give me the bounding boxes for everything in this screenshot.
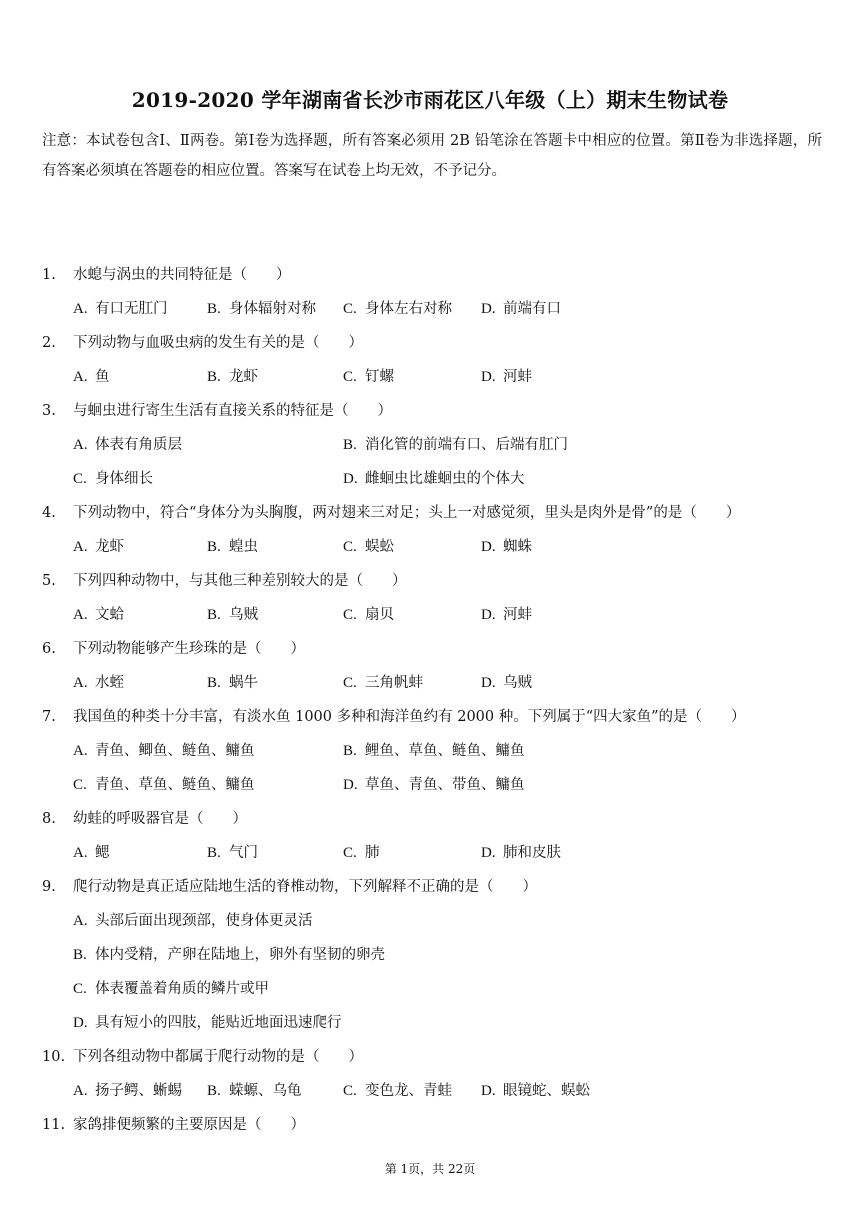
option-letter: A. — [73, 607, 88, 623]
option — [343, 462, 525, 496]
options-row — [0, 938, 860, 972]
option-text: 龙虾 — [229, 369, 258, 385]
option-text: 扇贝 — [365, 607, 394, 623]
option — [207, 666, 258, 700]
question-stem: 水螅与涡虫的共同特征是（ ） — [73, 267, 291, 283]
question-number: 8. — [42, 811, 56, 827]
option-letter: D. — [73, 1015, 88, 1031]
option-letter: D. — [481, 607, 496, 623]
options-row — [0, 292, 860, 326]
options-row — [0, 836, 860, 870]
option — [73, 292, 168, 326]
option-text: 三角帆蚌 — [365, 675, 423, 691]
option-text: 钉螺 — [365, 369, 394, 385]
option-letter: A. — [73, 539, 88, 555]
option-letter: C. — [343, 301, 357, 317]
question-list — [0, 258, 860, 1142]
option-letter: C. — [73, 471, 87, 487]
option-letter: C. — [73, 981, 87, 997]
option — [207, 836, 258, 870]
option — [481, 1074, 590, 1108]
option — [73, 938, 385, 972]
option — [73, 428, 182, 462]
option — [73, 768, 255, 802]
option-letter: D. — [481, 675, 496, 691]
page-footer: 第 1页，共 22页 — [384, 1162, 476, 1176]
option-text: 前端有口 — [503, 301, 561, 317]
question-number: 5. — [42, 573, 56, 589]
options-row — [0, 904, 860, 938]
option-text: 乌贼 — [229, 607, 258, 623]
options-row — [0, 1074, 860, 1108]
option-text: 体内受精，产卵在陆地上，卵外有坚韧的卵壳 — [95, 947, 385, 963]
option — [343, 598, 394, 632]
option — [73, 1074, 182, 1108]
question-stem: 下列动物与血吸虫病的发生有关的是（ ） — [73, 335, 363, 351]
option — [481, 530, 532, 564]
options-row — [0, 1006, 860, 1040]
option-text: 身体细长 — [95, 471, 153, 487]
option — [207, 360, 258, 394]
option — [73, 836, 110, 870]
option — [481, 836, 561, 870]
option — [73, 360, 110, 394]
option — [343, 292, 452, 326]
option-letter: A. — [73, 675, 88, 691]
option — [73, 904, 313, 938]
option-letter: D. — [481, 539, 496, 555]
option-letter: D. — [481, 301, 496, 317]
option-letter: C. — [343, 675, 357, 691]
option-letter: D. — [481, 369, 496, 385]
question — [0, 632, 860, 666]
option — [207, 1074, 302, 1108]
question-stem: 下列四种动物中，与其他三种差别较大的是（ ） — [73, 573, 407, 589]
option-letter: C. — [343, 1083, 357, 1099]
option-letter: B. — [207, 607, 221, 623]
option-text: 头部后面出现颈部，使身体更灵活 — [95, 913, 313, 929]
option-text: 青鱼、鲫鱼、鲢鱼、鳙鱼 — [95, 743, 255, 759]
option — [343, 428, 568, 462]
option-text: 河蚌 — [503, 607, 532, 623]
option-text: 眼镜蛇、蜈蚣 — [503, 1083, 590, 1099]
option — [481, 292, 561, 326]
option-text: 蜗牛 — [229, 675, 258, 691]
option-text: 扬子鳄、蜥蜴 — [95, 1083, 182, 1099]
question-stem: 下列动物能够产生珍珠的是（ ） — [73, 641, 305, 657]
option-text: 具有短小的四肢，能贴近地面迅速爬行 — [95, 1015, 342, 1031]
option — [343, 530, 394, 564]
option — [73, 1006, 342, 1040]
question-stem: 家鸽排便频繁的主要原因是（ ） — [73, 1117, 305, 1133]
question-number: 10. — [42, 1049, 66, 1065]
option-text: 蝗虫 — [229, 539, 258, 555]
option-letter: B. — [207, 675, 221, 691]
option-letter: B. — [207, 1083, 221, 1099]
option-letter: D. — [343, 777, 358, 793]
option — [207, 598, 258, 632]
options-row — [0, 734, 860, 768]
question-number: 6. — [42, 641, 56, 657]
question — [0, 1040, 860, 1074]
option — [73, 666, 124, 700]
exam-notice: 注意：本试卷包含Ⅰ、Ⅱ两卷。第Ⅰ卷为选择题，所有答案必须用 2B 铅笔涂在答题卡中相应的位置。第Ⅱ卷为非选择题，所有答案必须填在答题卷的相应位置。答案写在试卷上均无效，不予记分。 — [42, 133, 822, 179]
option-text: 水蛭 — [95, 675, 124, 691]
option-text: 蝾螈、乌龟 — [229, 1083, 302, 1099]
option — [343, 768, 525, 802]
option-letter: D. — [481, 845, 496, 861]
options-row — [0, 360, 860, 394]
exam-title: 2019-2020 学年湖南省长沙市雨花区八年级（上）期末生物试卷 — [131, 88, 729, 112]
question-number: 4. — [42, 505, 56, 521]
question-number: 3. — [42, 403, 56, 419]
question — [0, 496, 860, 530]
option — [73, 972, 269, 1006]
option-text: 肺 — [365, 845, 380, 861]
question — [0, 394, 860, 428]
option — [343, 1074, 452, 1108]
option-letter: A. — [73, 913, 88, 929]
option-text: 变色龙、青蛙 — [365, 1083, 452, 1099]
question — [0, 564, 860, 598]
option-letter: C. — [343, 845, 357, 861]
option — [481, 666, 532, 700]
question-stem: 幼蛙的呼吸器官是（ ） — [73, 811, 247, 827]
option-text: 河蚌 — [503, 369, 532, 385]
option-letter: B. — [343, 743, 357, 759]
option-text: 体表覆盖着角质的鳞片或甲 — [95, 981, 269, 997]
option — [73, 530, 124, 564]
option-text: 身体左右对称 — [365, 301, 452, 317]
question-number: 7. — [42, 709, 56, 725]
option-letter: C. — [343, 369, 357, 385]
option — [207, 292, 316, 326]
option-text: 消化管的前端有口、后端有肛门 — [365, 437, 568, 453]
options-row — [0, 666, 860, 700]
option-letter: B. — [207, 369, 221, 385]
question-number: 9. — [42, 879, 56, 895]
option-letter: D. — [481, 1083, 496, 1099]
option-letter: B. — [343, 437, 357, 453]
option-letter: C. — [73, 777, 87, 793]
option-text: 体表有角质层 — [95, 437, 182, 453]
option-text: 蜈蚣 — [365, 539, 394, 555]
option-letter: A. — [73, 743, 88, 759]
option-letter: D. — [343, 471, 358, 487]
option-text: 肺和皮肤 — [503, 845, 561, 861]
option-text: 鲤鱼、草鱼、鲢鱼、鳙鱼 — [365, 743, 525, 759]
option-letter: A. — [73, 437, 88, 453]
option-letter: B. — [207, 301, 221, 317]
option-letter: C. — [343, 607, 357, 623]
option-text: 有口无肛门 — [95, 301, 168, 317]
option-text: 草鱼、青鱼、带鱼、鳙鱼 — [365, 777, 525, 793]
option-text: 身体辐射对称 — [229, 301, 316, 317]
option — [207, 530, 258, 564]
option — [73, 598, 124, 632]
option-text: 鱼 — [95, 369, 110, 385]
question — [0, 258, 860, 292]
question — [0, 326, 860, 360]
option — [343, 836, 380, 870]
question-stem: 与蛔虫进行寄生生活有直接关系的特征是（ ） — [73, 403, 392, 419]
question-stem: 下列各组动物中都属于爬行动物的是（ ） — [73, 1049, 363, 1065]
question-stem: 我国鱼的种类十分丰富，有淡水鱼 1000 多种和海洋鱼约有 2000 种。下列属于“四大家鱼”的是（ ） — [73, 709, 746, 725]
question — [0, 1108, 860, 1142]
option-text: 雌蛔虫比雄蛔虫的个体大 — [365, 471, 525, 487]
option — [481, 598, 532, 632]
options-row — [0, 428, 860, 462]
option-letter: C. — [343, 539, 357, 555]
option-text: 青鱼、草鱼、鲢鱼、鳙鱼 — [95, 777, 255, 793]
option-text: 蜘蛛 — [503, 539, 532, 555]
option-letter: A. — [73, 1083, 88, 1099]
option-text: 龙虾 — [95, 539, 124, 555]
question-number: 2. — [42, 335, 56, 351]
options-row — [0, 598, 860, 632]
option-text: 文蛤 — [95, 607, 124, 623]
option — [73, 462, 153, 496]
option — [343, 360, 394, 394]
option-text: 鳃 — [95, 845, 110, 861]
option — [343, 734, 525, 768]
options-row — [0, 972, 860, 1006]
option — [343, 666, 423, 700]
option-letter: A. — [73, 845, 88, 861]
options-row — [0, 530, 860, 564]
options-row — [0, 768, 860, 802]
option-letter: B. — [207, 539, 221, 555]
options-row — [0, 462, 860, 496]
question — [0, 870, 860, 904]
option-letter: B. — [73, 947, 87, 963]
question-number: 1. — [42, 267, 56, 283]
question — [0, 700, 860, 734]
option-letter: A. — [73, 369, 88, 385]
question-stem: 爬行动物是真正适应陆地生活的脊椎动物，下列解释不正确的是（ ） — [73, 879, 537, 895]
question-stem: 下列动物中，符合“身体分为头胸腹，两对翅来三对足；头上一对感觉须，里头是肉外是骨”的是（ ） — [73, 505, 741, 521]
option-letter: A. — [73, 301, 88, 317]
question-number: 11. — [42, 1117, 66, 1133]
option-text: 乌贼 — [503, 675, 532, 691]
option — [73, 734, 255, 768]
option-letter: B. — [207, 845, 221, 861]
option-text: 气门 — [229, 845, 258, 861]
option — [481, 360, 532, 394]
question — [0, 802, 860, 836]
